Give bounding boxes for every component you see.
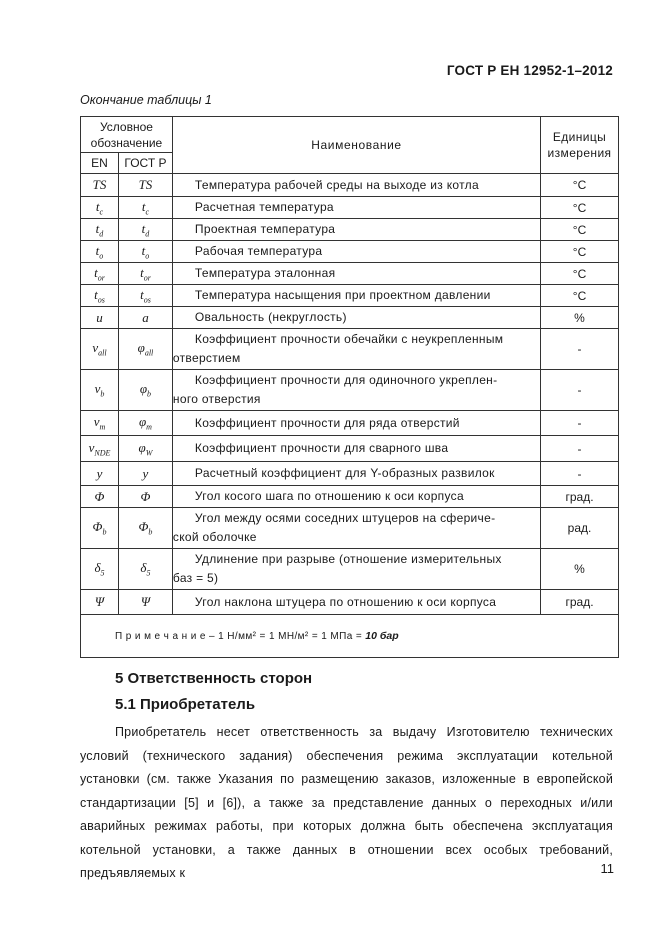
section-heading: 5 Ответственность сторон	[115, 670, 313, 687]
name-line: Коэффициент прочности для сварного шва	[194, 441, 449, 455]
symbol-gost	[118, 411, 172, 436]
unit-value: -	[541, 370, 619, 411]
table-note	[81, 615, 619, 658]
symbol-subscript: 5	[100, 568, 105, 578]
symbol-subscript: b	[147, 389, 152, 399]
name-line: Коэффициент прочности для ряда отверстий	[194, 415, 460, 430]
name-line: Температура эталонная	[194, 266, 336, 280]
name-line: Угол между осями соседних штуцеров на сфериче-	[194, 511, 496, 525]
name-line: Расчетный коэффициент для Y-образных развилок	[194, 466, 495, 480]
quantity-name	[172, 307, 540, 329]
unit-value: град.	[541, 590, 619, 615]
quantity-name	[172, 486, 540, 508]
name-line: Угол наклона штуцера по отношению к оси корпуса	[194, 594, 497, 609]
table-row	[81, 486, 619, 508]
name-line-continued: ской оболочке	[172, 530, 257, 544]
symbol-base: v	[94, 381, 101, 397]
symbol-en	[81, 285, 119, 307]
symbol-subscript: o	[145, 251, 150, 261]
symbol-base: δ	[140, 560, 147, 576]
symbol-en	[81, 486, 119, 508]
symbol-base: Φ	[138, 519, 149, 535]
symbol-en	[81, 197, 119, 219]
unit-value: рад.	[541, 508, 619, 549]
symbol-en	[81, 508, 119, 549]
symbol-subscript: or	[97, 273, 105, 283]
symbol-subscript: d	[99, 229, 104, 239]
paragraph-text: Приобретатель несет ответственность за выдачу Изготовителю технических условий (технического задания) обеспечения режима эксплуатации котельной установки (см. также Указания по размещению заказов, изложенные в европейской стандартизации [5] и [6]), а также за представление данных о переходных и/или аварийных режимах работы, при которых должна быть обеспечена эксплуатация котельной установки, а также данных в отношении всех особых требований, предъявляемых к	[80, 725, 613, 880]
symbol-subscript: c	[99, 207, 104, 217]
header-en: EN	[81, 153, 119, 174]
unit-value: -	[541, 411, 619, 436]
name-line: Овальность (некруглость)	[194, 310, 347, 324]
header-unit: Единицы измерения	[541, 117, 619, 174]
unit-value: -	[541, 436, 619, 462]
table-row	[81, 241, 619, 263]
symbol-base: t	[140, 286, 144, 302]
symbol-base: t	[95, 242, 100, 258]
symbol-en	[81, 462, 119, 486]
symbol-subscript: m	[146, 422, 152, 432]
symbol-base: t	[95, 198, 100, 214]
symbol-base: φ	[139, 381, 148, 397]
symbol-base: t	[94, 264, 98, 280]
symbol-gost	[118, 436, 172, 462]
quantity-name	[172, 411, 540, 436]
quantity-name	[172, 219, 540, 241]
name-line: Расчетная температура	[194, 200, 334, 214]
symbol-subscript: o	[99, 251, 104, 261]
name-line: Угол косого шага по отношению к оси корпуса	[194, 489, 464, 503]
symbol-gost	[118, 462, 172, 486]
table-row	[81, 263, 619, 285]
table-caption: Окончание таблицы 1	[80, 93, 212, 107]
symbol-en	[81, 174, 119, 197]
document-id: ГОСТ Р ЕН 12952-1–2012	[446, 63, 613, 78]
symbol-en	[81, 263, 119, 285]
table-row	[81, 508, 619, 549]
unit-value: %	[541, 307, 619, 329]
quantity-name	[172, 590, 540, 615]
symbol-en	[81, 590, 119, 615]
symbol-base: v	[92, 340, 99, 356]
symbol-subscript: c	[145, 207, 150, 217]
name-line: Удлинение при разрыве (отношение измерительных	[194, 552, 502, 566]
symbol-en	[81, 219, 119, 241]
unit-value: °C	[541, 241, 619, 263]
symbol-gost	[118, 307, 172, 329]
table-row	[81, 370, 619, 411]
symbol-base: v	[93, 414, 100, 430]
table-row	[81, 219, 619, 241]
unit-value: -	[541, 329, 619, 370]
name-line: Температура рабочей среды на выходе из котла	[194, 177, 479, 192]
symbol-base: t	[95, 220, 100, 236]
symbol-base: TS	[138, 177, 153, 192]
table-row	[81, 174, 619, 197]
symbol-subscript: or	[143, 273, 151, 283]
symbol-subscript: os	[97, 295, 105, 305]
symbol-gost	[118, 370, 172, 411]
header-gost: ГОСТ Р	[118, 153, 172, 174]
quantity-name	[172, 508, 540, 549]
header-name: Наименование	[172, 117, 540, 174]
symbol-base: a	[142, 309, 149, 325]
symbol-base: Φ	[140, 488, 151, 504]
symbol-en	[81, 436, 119, 462]
name-line: Коэффициент прочности для одиночного укреплен-	[194, 373, 498, 387]
symbol-subscript: all	[144, 348, 154, 358]
quantity-name	[172, 174, 540, 197]
unit-value: -	[541, 462, 619, 486]
symbol-subscript: all	[98, 348, 107, 358]
unit-value: °C	[541, 197, 619, 219]
symbol-subscript: 5	[146, 568, 151, 578]
subsection-heading: 5.1 Приобретатель	[115, 696, 256, 713]
symbol-base: Φ	[92, 519, 103, 535]
symbol-subscript: b	[102, 527, 107, 537]
symbol-base: φ	[138, 414, 147, 430]
symbol-en	[81, 329, 119, 370]
symbol-base: t	[141, 220, 146, 236]
table-row	[81, 411, 619, 436]
symbol-gost	[118, 197, 172, 219]
symbol-en	[81, 241, 119, 263]
quantity-name	[172, 436, 540, 462]
symbol-base: δ	[94, 560, 101, 576]
symbol-gost	[118, 219, 172, 241]
symbol-en	[81, 370, 119, 411]
name-line: Температура насыщения при проектном давлении	[194, 288, 491, 302]
quantity-name	[172, 462, 540, 486]
symbol-subscript: os	[143, 295, 151, 305]
symbol-base: t	[141, 198, 146, 214]
body-paragraph	[80, 721, 613, 886]
unit-value: °C	[541, 174, 619, 197]
symbol-subscript: NDE	[94, 448, 111, 458]
symbol-base: t	[94, 286, 98, 302]
symbol-gost	[118, 486, 172, 508]
name-line-continued: баз = 5)	[172, 571, 219, 585]
quantity-name	[172, 329, 540, 370]
page-number: 11	[600, 861, 614, 876]
name-line-continued: отверстием	[172, 351, 241, 365]
unit-value: °C	[541, 219, 619, 241]
quantity-name	[172, 241, 540, 263]
symbol-en	[81, 307, 119, 329]
symbol-en	[81, 411, 119, 436]
symbol-gost	[118, 549, 172, 590]
symbol-base: φ	[138, 439, 146, 455]
quantity-name	[172, 285, 540, 307]
unit-value: град.	[541, 486, 619, 508]
header-symbol: Условное обозначение	[81, 117, 173, 153]
table-row	[81, 285, 619, 307]
symbol-gost	[118, 508, 172, 549]
symbol-base: TS	[92, 177, 107, 192]
symbol-gost	[118, 590, 172, 615]
symbol-subscript: d	[145, 229, 150, 239]
table-row	[81, 436, 619, 462]
symbol-base: v	[88, 439, 95, 455]
table-row	[81, 197, 619, 219]
quantity-name	[172, 263, 540, 285]
table-row	[81, 329, 619, 370]
symbol-base: Φ	[94, 488, 105, 504]
note-text: – 1 Н/мм² = 1 МН/м² = 1 МПа =	[209, 631, 366, 642]
symbol-en	[81, 549, 119, 590]
symbols-table	[80, 116, 619, 658]
table-row	[81, 307, 619, 329]
symbol-gost	[118, 174, 172, 197]
symbol-gost	[118, 285, 172, 307]
symbol-gost	[118, 241, 172, 263]
symbol-gost	[118, 329, 172, 370]
note-label: П р и м е ч а н и е	[115, 631, 206, 642]
name-line: Рабочая температура	[194, 244, 323, 258]
symbol-subscript: W	[145, 448, 153, 458]
symbol-base: y	[142, 465, 149, 481]
symbol-base: t	[141, 242, 146, 258]
symbol-base: Ψ	[140, 594, 151, 609]
symbol-gost	[118, 263, 172, 285]
symbol-base: Ψ	[94, 594, 105, 609]
name-line: Проектная температура	[194, 222, 336, 236]
name-line-continued: ного отверстия	[172, 392, 261, 406]
table-row	[81, 590, 619, 615]
symbol-base: t	[140, 264, 144, 280]
note-bold: 10 бар	[365, 630, 399, 642]
quantity-name	[172, 197, 540, 219]
symbol-subscript: b	[100, 389, 105, 399]
name-line: Коэффициент прочности обечайки с неукрепленным	[194, 332, 504, 346]
quantity-name	[172, 370, 540, 411]
symbol-subscript: m	[99, 422, 106, 432]
unit-value: °C	[541, 285, 619, 307]
unit-value: %	[541, 549, 619, 590]
unit-value: °C	[541, 263, 619, 285]
symbol-base: y	[96, 465, 103, 481]
symbol-base: u	[96, 309, 103, 325]
quantity-name	[172, 549, 540, 590]
table-row	[81, 462, 619, 486]
symbol-subscript: b	[148, 527, 153, 537]
symbol-base: φ	[137, 340, 145, 356]
table-row	[81, 549, 619, 590]
